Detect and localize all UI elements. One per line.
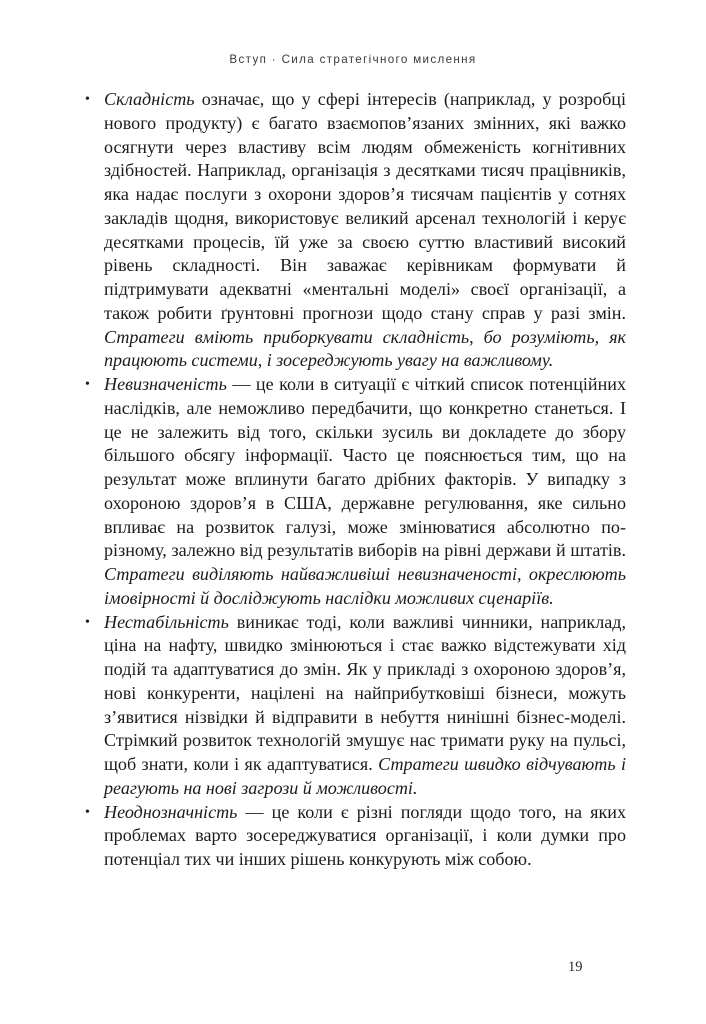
definition-text: виникає тоді, коли важливі чинники, наприклад, ціна на нафту, швидко змінюються і стає важко відстежувати хід подій та адаптуватися до змін. Як у прикладі з охороною здоров’я, нові конкуренти, націлені на найприбутковіші бізнеси, можуть з’явитися нізвідки й відправити в небуття нинішні бізнес-моделі. Стрімкий розвиток технологій змушує нас тримати руку на пульсі, щоб знати, коли і як адаптуватися. xyxy=(104,611,626,774)
bullet-marker-icon: • xyxy=(85,92,90,107)
list-item xyxy=(83,88,626,373)
definition-text: — це коли є різні погляди щодо того, на яких проблемах варто зосереджуватися організації, і коли думки про потенціал тих чи інших рішень конкурують між собою. xyxy=(104,801,626,869)
list-item xyxy=(83,373,626,611)
term-label: Складність xyxy=(104,89,195,109)
bullet-list xyxy=(83,88,626,872)
term-label: Невизначеність xyxy=(104,374,227,394)
bullet-marker-icon: • xyxy=(85,377,90,392)
term-label: Неоднозначність xyxy=(104,801,238,822)
list-item xyxy=(83,801,626,872)
list-item-text xyxy=(104,88,626,373)
definition-text: — це коли в ситуації є чіткий список потенційних наслідків, але неможливо передбачити, що конкретно станеться. І це не залежить від того, скільки зусиль ви докладете до збору більшого обсягу інформації. Часто це пояснюється тим, що на результат може вплинути багато дрібних факторів. У випадку з охороною здоров’я в США, державне регулювання, яке сильно впливає на розвиток галузі, може змінюватися абсолютно по-різному, залежно від результатів виборів на рівні держави й штатів. xyxy=(104,374,626,561)
list-item-text xyxy=(104,801,626,872)
body-text-block xyxy=(83,88,626,872)
list-item xyxy=(83,611,626,801)
running-head: Вступ · Сила стратегічного мислення xyxy=(229,53,477,66)
definition-text: означає, що у сфері інтересів (наприклад, у розробці нового продукту) є багато взаємопов’язаних змінних, які важко осягнути через властиву всім людям обмеженість когнітивних здібностей. Наприклад, організація з десятками тисяч працівників, яка надає послуги з охорони здоров’я тисячам пацієнтів у сотнях закладів щодня, використовує великий арсенал технологій і керує десятками процесів, їй уже за своєю суттю властивий високий рівень складності. Він заважає керівникам формувати й підтримувати адекватні «ментальні моделі» своєї організації, а також робити ґрунтовні прогнози щодо стану справ у разі змін. xyxy=(104,89,626,323)
bullet-marker-icon: • xyxy=(85,804,90,820)
bullet-marker-icon: • xyxy=(85,614,90,630)
page-number: 19 xyxy=(568,959,583,975)
list-item-text xyxy=(104,373,626,611)
takeaway-text: Стратеги виділяють найважливіші невизначеності, окреслюють імовірності й досліджують наслідки можливих сценаріїв. xyxy=(104,564,626,608)
list-item-text xyxy=(104,611,626,801)
term-label: Нестабільність xyxy=(104,611,229,632)
takeaway-text: Стратеги швидко відчувають і реагують на нові загрози й можливості. xyxy=(104,754,626,798)
takeaway-text: Стратеги вміють приборкувати складність, бо розуміють, як працюють системи, і зосереджують увагу на важливому. xyxy=(104,326,626,371)
